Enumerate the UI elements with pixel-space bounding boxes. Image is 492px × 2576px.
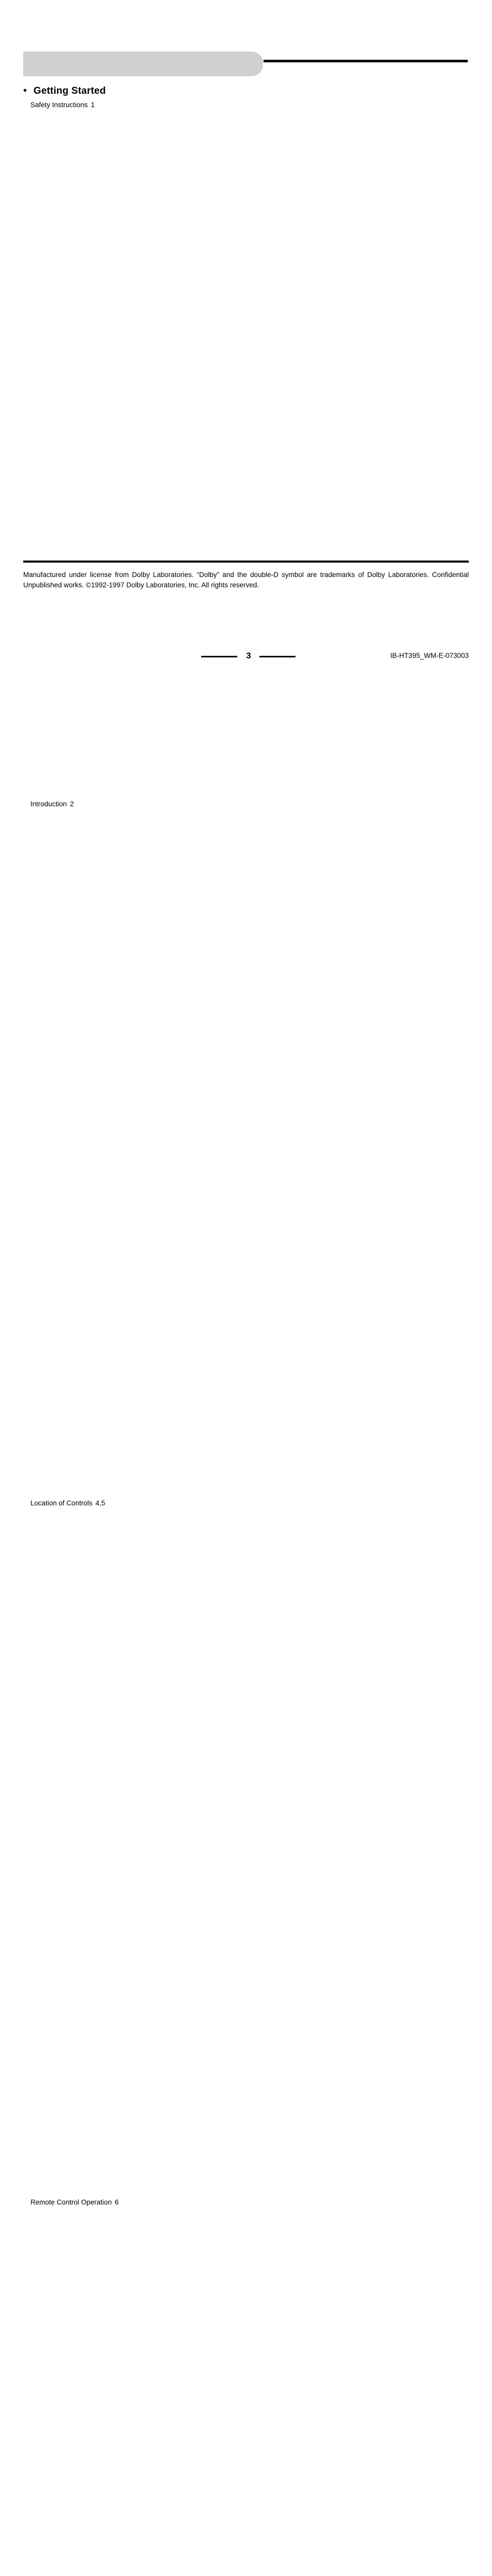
header-gray-band	[23, 52, 263, 76]
toc-entry[interactable]	[30, 100, 470, 799]
header-rule	[264, 60, 468, 62]
toc-entry[interactable]	[30, 1498, 470, 2197]
entry-label: Location of Controls	[30, 1499, 93, 1507]
footer-dash-left	[201, 656, 237, 657]
entry-page: 4,5	[95, 1499, 105, 1507]
page-footer	[0, 648, 492, 669]
entry-page: 2	[70, 800, 74, 808]
toc-entry[interactable]	[30, 799, 470, 1498]
legal-notice: Manufactured under license from Dolby Laboratories. “Dolby” and the double-D symbol are trademarks of Dolby Laboratories. Confidential Unpublished works. ©1992-1997 Dolby Laboratories, Inc. All rights reserved.	[23, 571, 469, 589]
footer-document-code: IB-HT395_WM-E-073003	[390, 652, 469, 659]
entry-label: Safety Instructions	[30, 101, 88, 109]
entry-page: 1	[91, 101, 95, 109]
entry-page: 6	[114, 2198, 119, 2206]
page-header	[23, 52, 468, 76]
section-entries-getting-started	[30, 100, 470, 2576]
footer-page-number: 3	[246, 651, 251, 660]
bottom-divider	[23, 561, 469, 563]
toc-entry[interactable]	[30, 2197, 470, 2576]
bullet-icon: •	[23, 85, 27, 96]
section-title: Getting Started	[34, 86, 106, 96]
entry-label: Introduction	[30, 800, 67, 808]
section-heading-getting-started	[23, 86, 470, 97]
page-title: Table of Contents	[35, 57, 147, 71]
footer-dash-right	[259, 656, 296, 657]
toc-content	[23, 82, 470, 2576]
entry-label: Remote Control Operation	[30, 2198, 112, 2206]
